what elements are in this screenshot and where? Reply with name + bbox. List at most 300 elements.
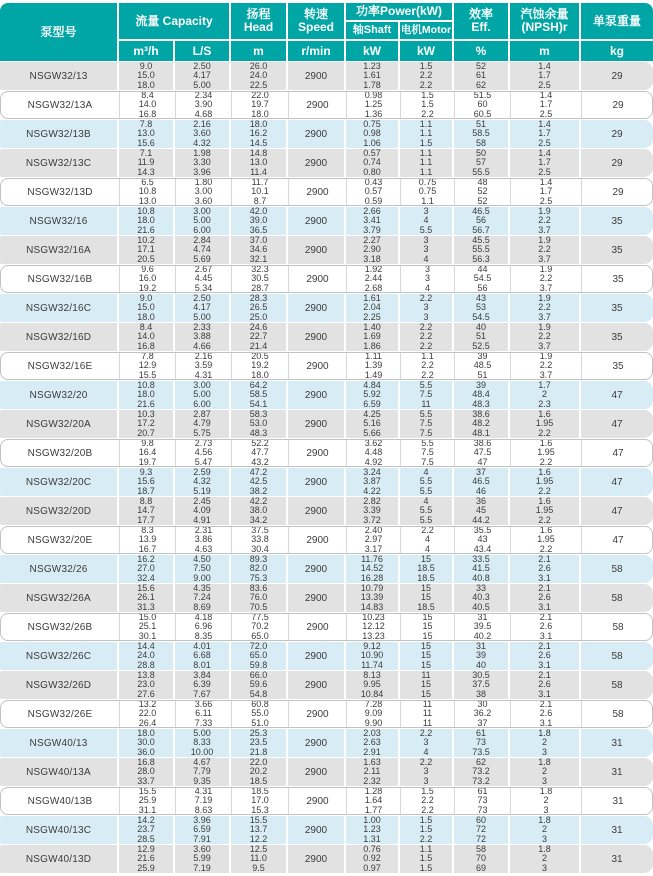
cell-speed: 2900	[288, 555, 346, 583]
cell-eff-value: 50	[475, 149, 486, 159]
col-header-motor: 电机Motor	[400, 22, 454, 41]
cell-eff-value: 69	[475, 862, 486, 873]
cell-shaft	[346, 671, 400, 699]
cell-speed: 2900	[288, 381, 346, 409]
cell-ls-value: 7.19	[193, 862, 211, 873]
cell-eff-value: 73.2	[472, 775, 490, 786]
cell-motor-value: 11	[422, 701, 433, 710]
cell-head-value: 18.0	[249, 120, 268, 130]
cell-eff-value: 43.4	[473, 543, 492, 553]
table-row	[0, 323, 653, 351]
cell-m3h-value: 9.0	[139, 62, 153, 72]
cell-motor	[401, 788, 455, 814]
cell-npsh-value: 1.95	[537, 447, 555, 458]
cell-kg: 31	[611, 766, 623, 778]
cell-motor-value: 4	[423, 468, 429, 478]
cell-shaft-value: 9.12	[363, 642, 381, 652]
cell-ls-value: 4.09	[193, 505, 211, 516]
cell-model: NSGW32/26E	[1, 701, 120, 727]
cell-shaft-value: 2.40	[364, 527, 383, 536]
cell-head	[232, 788, 289, 814]
cell-eff-value: 40	[475, 659, 486, 670]
cell-speed: 2900	[288, 62, 346, 90]
cell-npsh-value: 3.1	[539, 717, 553, 727]
cell-npsh-value: 1.8	[538, 729, 551, 739]
cell-npsh-value: 1.4	[538, 149, 551, 159]
cell-head-value: 53.0	[249, 418, 268, 429]
cell-npsh	[510, 671, 581, 699]
cell-npsh-value: 1.7	[538, 70, 551, 81]
cell-speed: 2900	[288, 207, 346, 235]
cell-head-value: 30.5	[251, 273, 269, 284]
cell-m3h-value: 20.5	[137, 253, 155, 264]
cell-ls	[175, 410, 231, 438]
cell-motor-value: 2.2	[421, 804, 434, 814]
cell-eff	[455, 440, 511, 466]
cell-head	[231, 120, 288, 148]
cell-eff-value: 36.2	[473, 708, 492, 719]
cell-ls	[175, 845, 231, 873]
cell-speed: 2900	[289, 179, 347, 205]
cell-kg: 58	[612, 621, 624, 633]
cell-ls	[175, 323, 231, 351]
cell-shaft-value: 1.77	[364, 804, 383, 814]
cell-m3h-value: 21.6	[137, 224, 155, 235]
col-header-npsh-cn: 汽蚀余量	[520, 7, 569, 21]
cell-motor-value: 2.2	[419, 294, 433, 304]
cell-shaft	[347, 353, 401, 379]
cell-eff-value: 61	[475, 70, 486, 81]
cell-m3h-value: 23.0	[137, 679, 155, 690]
cell-head-value: 58.3	[249, 410, 268, 420]
cell-motor-value: 15	[420, 592, 431, 603]
cell-m3h-value: 23.7	[137, 824, 155, 835]
cell-eff-value: 30	[477, 701, 488, 710]
cell-npsh-value: 2.2	[538, 244, 551, 255]
cell-m3h-value: 13.0	[137, 128, 155, 139]
cell-ls-value: 4.91	[193, 514, 211, 525]
cell-eff-value: 72	[475, 833, 486, 844]
cell-kg: 35	[612, 360, 624, 372]
cell-npsh-value: 1.6	[539, 527, 553, 536]
cell-m3h-value: 27.6	[137, 688, 155, 699]
cell-npsh-value: 1.9	[538, 323, 551, 333]
cell-m3h-value: 14.0	[138, 99, 157, 110]
cell-shaft-value: 3.39	[363, 505, 381, 516]
cell-head-value: 18.5	[249, 775, 268, 786]
cell-shaft-value: 5.66	[363, 427, 381, 438]
cell-eff-value: 46.5	[472, 476, 490, 487]
cell-ls-value: 4.66	[193, 340, 211, 351]
cell-head	[231, 671, 288, 699]
cell-m3h	[119, 758, 175, 786]
cell-head-value: 17.0	[251, 795, 269, 806]
cell-m3h-value: 9.8	[141, 440, 154, 449]
cell-npsh-value: 2.6	[538, 650, 551, 661]
cell-m3h-value: 33.7	[137, 775, 155, 786]
cell-motor-value: 18.5	[417, 563, 435, 574]
cell-ls-value: 5.00	[193, 729, 211, 739]
cell-m3h-value: 25.9	[138, 795, 157, 806]
cell-eff-value: 60	[477, 99, 488, 110]
cell-head	[231, 62, 288, 90]
cell-m3h-value: 16.2	[137, 555, 155, 565]
cell-shaft-value: 1.63	[363, 758, 381, 768]
cell-motor	[400, 468, 454, 496]
cell-m3h-value: 18.0	[137, 311, 155, 322]
cell-motor-value: 7.5	[419, 427, 433, 438]
cell-shaft-value: 5.16	[363, 418, 381, 429]
cell-shaft-value: 4.92	[364, 456, 383, 466]
cell-npsh-value: 2	[541, 824, 547, 835]
cell-kg: 47	[612, 534, 624, 546]
cell-speed: 2900	[288, 323, 346, 351]
cell-speed: 2900	[289, 353, 347, 379]
cell-eff-value: 56.3	[472, 253, 490, 264]
cell-shaft-value: 2.63	[363, 737, 381, 748]
cell-eff	[455, 614, 511, 640]
table-row	[0, 381, 653, 409]
cell-shaft	[346, 410, 400, 438]
cell-speed: 2900	[289, 701, 347, 727]
cell-eff-value: 55.5	[472, 244, 490, 255]
cell-shaft-value: 1.28	[364, 788, 383, 797]
cell-ls	[176, 92, 232, 118]
cell-head	[231, 323, 288, 351]
cell-ls	[175, 758, 231, 786]
cell-ls	[176, 614, 232, 640]
cell-eff-value: 45	[475, 505, 486, 516]
cell-motor-value: 1.5	[419, 137, 433, 148]
cell-motor-value: 11	[422, 717, 433, 727]
cell-head-value: 24.6	[249, 323, 268, 333]
table-row	[0, 294, 653, 322]
cell-ls-value: 2.16	[194, 353, 213, 362]
cell-head	[232, 440, 289, 466]
cell-ls-value: 3.88	[193, 331, 211, 342]
cell-eff	[455, 353, 511, 379]
cell-motor-value: 15	[420, 659, 431, 670]
cell-shaft-value: 0.98	[363, 128, 381, 139]
cell-kg: 58	[612, 708, 624, 720]
cell-ls-value: 7.91	[193, 833, 211, 844]
cell-motor	[400, 584, 454, 612]
cell-npsh-value: 2.6	[538, 592, 551, 603]
cell-ls	[176, 179, 232, 205]
cell-motor-value: 5.5	[419, 514, 433, 525]
cell-head-value: 16.2	[249, 128, 268, 139]
cell-speed: 2900	[288, 671, 346, 699]
cell-eff	[454, 207, 510, 235]
cell-motor-value: 3	[424, 273, 430, 284]
col-header-npsh	[510, 3, 581, 41]
cell-motor	[400, 729, 454, 757]
cell-motor-value: 1.1	[419, 128, 433, 139]
cell-shaft	[346, 816, 400, 844]
cell-shaft-value: 14.52	[360, 563, 384, 574]
col-header-eff-en: Eff.	[471, 20, 491, 34]
col-header-model: 泵型号	[0, 3, 119, 61]
cell-head	[231, 758, 288, 786]
cell-m3h-value: 30.1	[138, 630, 157, 640]
cell-shaft-value: 11.74	[361, 659, 383, 670]
cell-npsh-value: 2.6	[539, 621, 553, 632]
cell-m3h-value: 16.8	[138, 108, 157, 118]
cell-speed: 2900	[288, 468, 346, 496]
cell-ls-value: 3.60	[193, 128, 211, 139]
cell-ls	[176, 527, 232, 553]
cell-ls-value: 3.90	[194, 99, 213, 110]
cell-head-value: 42.5	[249, 476, 268, 487]
cell-shaft-value: 3.72	[363, 514, 381, 525]
cell-m3h-value: 8.4	[141, 92, 154, 101]
cell-eff	[454, 468, 510, 496]
cell-kg: 31	[612, 795, 624, 807]
cell-eff-value: 51	[475, 120, 486, 130]
cell-ls-value: 4.50	[193, 555, 211, 565]
cell-kg: 31	[611, 853, 623, 865]
cell-shaft-value: 9.95	[363, 679, 381, 690]
cell-head-value: 18.0	[251, 369, 269, 379]
cell-eff	[454, 845, 510, 873]
table-body	[0, 62, 653, 873]
cell-npsh-value: 2.5	[539, 108, 553, 118]
cell-head-value: 42.2	[249, 497, 268, 507]
cell-npsh-value: 2.1	[538, 584, 551, 594]
cell-m3h-value: 18.0	[137, 729, 155, 739]
cell-head	[231, 381, 288, 409]
cell-m3h-value: 10.3	[137, 410, 155, 420]
cell-m3h-value: 15.0	[137, 70, 155, 81]
cell-npsh-value: 1.8	[539, 788, 553, 797]
cell-m3h	[119, 410, 175, 438]
cell-ls	[175, 294, 231, 322]
cell-shaft-value: 4.48	[364, 447, 383, 458]
cell-head-value: 32.1	[249, 253, 268, 264]
cell-npsh-value: 1.95	[537, 534, 555, 545]
cell-motor-value: 3	[423, 302, 429, 313]
cell-ls-value: 1.80	[194, 179, 213, 188]
cell-m3h	[119, 323, 175, 351]
cell-shaft-value: 10.79	[360, 584, 384, 594]
cell-eff-value: 47.5	[473, 447, 492, 458]
cell-motor-value: 2.2	[421, 795, 434, 806]
cell-ls-value: 4.01	[193, 642, 211, 652]
cell-motor-value: 1.5	[421, 92, 434, 101]
cell-m3h	[119, 294, 175, 322]
cell-m3h-value: 7.1	[139, 149, 153, 159]
cell-m3h-value: 32.4	[137, 572, 155, 583]
cell-m3h	[119, 468, 175, 496]
cell-ls-value: 5.00	[193, 389, 211, 400]
cell-eff-value: 44	[477, 266, 488, 275]
cell-eff-value: 38.6	[473, 440, 492, 449]
cell-ls	[176, 266, 232, 292]
cell-model: NSGW40/13C	[0, 816, 119, 844]
cell-model: NSGW32/26C	[0, 642, 119, 670]
cell-head-value: 14.8	[249, 149, 268, 159]
cell-motor-value: 3	[423, 766, 429, 777]
cell-head-value: 59.6	[249, 679, 268, 690]
cell-shaft-value: 4.22	[363, 485, 381, 496]
cell-npsh-value: 2	[541, 737, 547, 748]
cell-motor-value: 0.75	[418, 186, 437, 197]
cell-m3h	[119, 381, 175, 409]
cell-kg: 58	[611, 592, 623, 604]
cell-model: NSGW32/13C	[0, 149, 119, 177]
cell-ls-value: 4.56	[194, 447, 213, 458]
cell-npsh-value: 2	[543, 795, 549, 806]
cell-model: NSGW40/13	[0, 729, 119, 757]
cell-ls-value: 3.00	[193, 207, 211, 217]
cell-shaft	[346, 584, 400, 612]
table-row	[0, 729, 653, 757]
cell-m3h-value: 15.5	[138, 788, 157, 797]
cell-motor-value: 1.1	[419, 149, 433, 159]
cell-motor-value: 11	[422, 708, 433, 719]
cell-model: NSGW32/20	[0, 381, 119, 409]
cell-motor-value: 3	[424, 266, 430, 275]
cell-m3h-value: 16.4	[138, 447, 157, 458]
cell-ls-value: 4.35	[193, 584, 211, 594]
cell-eff-value: 38	[475, 688, 486, 699]
cell-shaft	[346, 323, 400, 351]
cell-model: NSGW32/16E	[1, 353, 120, 379]
cell-m3h	[119, 671, 175, 699]
cell-kg: 35	[612, 273, 624, 285]
cell-motor-value: 2.2	[419, 70, 433, 81]
cell-motor	[400, 381, 454, 409]
cell-npsh	[510, 410, 581, 438]
cell-shaft-value: 3.17	[364, 543, 383, 553]
cell-head-value: 72.0	[249, 642, 268, 652]
cell-motor-value: 4	[423, 497, 429, 507]
cell-m3h-value: 9.6	[141, 266, 154, 275]
cell-model: NSGW32/16D	[0, 323, 119, 351]
cell-model: NSGW32/16A	[0, 236, 119, 264]
cell-ls-value: 3.00	[193, 381, 211, 391]
cell-eff-value: 39.5	[473, 621, 492, 632]
cell-kg: 35	[611, 302, 623, 314]
cell-ls-value: 1.98	[193, 149, 211, 159]
cell-npsh-value: 3.7	[538, 340, 551, 351]
cell-speed: 2900	[288, 816, 346, 844]
cell-shaft-value: 2.91	[363, 746, 381, 757]
cell-speed: 2900	[288, 294, 346, 322]
cell-m3h	[119, 729, 175, 757]
cell-model: NSGW40/13B	[1, 788, 120, 814]
cell-head-value: 22.7	[249, 331, 268, 342]
cell-motor	[400, 62, 454, 90]
cell-npsh-value: 1.8	[538, 816, 551, 826]
cell-npsh-value: 1.4	[538, 62, 551, 72]
cell-m3h-value: 24.0	[137, 650, 155, 661]
cell-npsh-value: 2.6	[538, 679, 551, 690]
cell-motor	[400, 323, 454, 351]
cell-head-value: 28.3	[249, 294, 268, 304]
cell-ls-value: 3.96	[193, 816, 211, 826]
cell-shaft	[347, 266, 401, 292]
cell-eff-value: 72	[475, 824, 486, 835]
cell-m3h-value: 17.7	[137, 514, 155, 525]
cell-head-value: 13.7	[249, 824, 268, 835]
cell-ls	[175, 236, 231, 264]
cell-eff-value: 48.3	[472, 398, 490, 409]
cell-head-value: 23.5	[249, 737, 268, 748]
cell-ls-value: 2.59	[193, 468, 211, 478]
cell-eff	[455, 266, 511, 292]
cell-motor-value: 1.1	[419, 157, 433, 168]
cell-model: NSGW32/26	[0, 555, 119, 583]
cell-shaft-value: 2.32	[363, 775, 381, 786]
cell-npsh	[510, 642, 581, 670]
cell-head-value: 47.7	[251, 447, 269, 458]
cell-motor-value: 0.75	[418, 179, 437, 188]
cell-m3h-value: 7.8	[141, 353, 154, 362]
cell-head-value: 83.6	[249, 584, 268, 594]
cell-speed: 2900	[288, 845, 346, 873]
cell-npsh-value: 1.9	[538, 236, 551, 246]
cell-npsh-value: 3	[541, 746, 547, 757]
cell-npsh-value: 2	[541, 853, 547, 864]
cell-eff-value: 38.6	[472, 410, 490, 420]
cell-npsh	[511, 266, 582, 292]
cell-ls-value: 3.66	[194, 701, 213, 710]
cell-speed: 2900	[288, 584, 346, 612]
cell-eff-value: 48.1	[472, 427, 490, 438]
cell-head-value: 12.2	[249, 833, 268, 844]
cell-m3h-value: 10.8	[137, 207, 155, 217]
cell-motor-value: 5.5	[419, 224, 433, 235]
cell-shaft	[346, 729, 400, 757]
cell-npsh	[511, 353, 582, 379]
cell-eff	[454, 323, 510, 351]
cell-kg: 58	[611, 650, 623, 662]
cell-m3h	[119, 845, 175, 873]
cell-eff-value: 40.5	[472, 601, 490, 612]
cell-m3h-value: 31.3	[137, 601, 155, 612]
cell-m3h-value: 9.0	[139, 294, 153, 304]
cell-npsh	[511, 92, 582, 118]
cell-motor-value: 7.5	[419, 418, 433, 429]
cell-eff-value: 62	[475, 79, 486, 90]
cell-shaft	[347, 701, 401, 727]
cell-eff-value: 56	[477, 282, 488, 292]
cell-eff-value: 36	[475, 497, 486, 507]
cell-eff-value: 58.5	[472, 128, 490, 139]
cell-head-value: 60.8	[251, 701, 269, 710]
cell-ls-value: 4.17	[193, 302, 211, 313]
cell-eff-value: 40.3	[472, 592, 490, 603]
cell-head-value: 15.5	[249, 816, 268, 826]
cell-shaft-value: 1.92	[364, 266, 383, 275]
cell-shaft	[347, 92, 401, 118]
cell-motor	[400, 410, 454, 438]
cell-shaft	[346, 555, 400, 583]
cell-npsh	[511, 701, 582, 727]
cell-m3h-value: 15.0	[138, 614, 157, 623]
cell-shaft-value: 1.39	[364, 360, 383, 371]
cell-motor	[400, 816, 454, 844]
cell-ls-value: 3.00	[194, 186, 213, 197]
cell-ls-value: 4.45	[194, 273, 213, 284]
cell-shaft-value: 4.25	[363, 410, 381, 420]
cell-eff-value: 61	[475, 729, 486, 739]
cell-npsh	[511, 527, 582, 553]
cell-motor	[400, 236, 454, 264]
cell-shaft-value: 0.76	[363, 845, 381, 855]
cell-ls-value: 4.32	[193, 476, 211, 487]
